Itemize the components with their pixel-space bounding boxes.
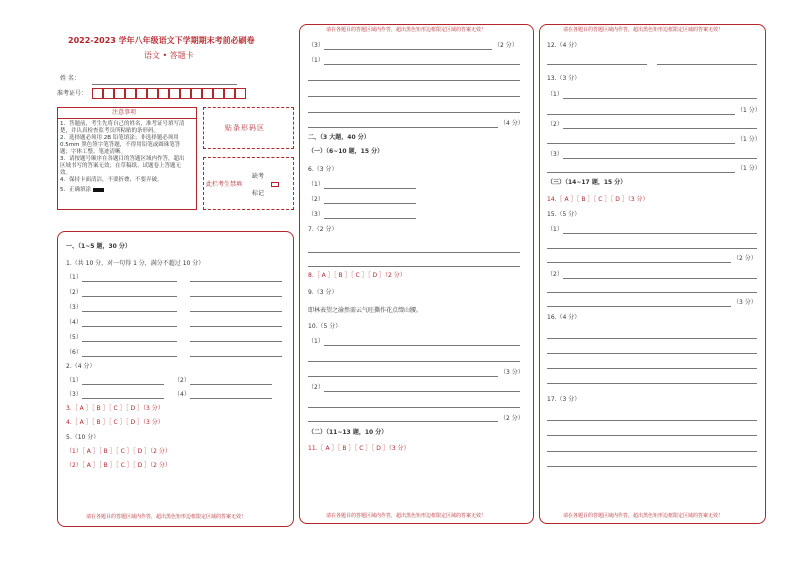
absent-checkbox[interactable] <box>271 182 279 187</box>
q5-1-choices[interactable]: （1）［ A ］［ B ］［ C ］［ D ］（2 分） <box>66 448 171 455</box>
absent-mark-label: 此栏考生禁填 <box>206 181 243 188</box>
q16-heading: 16.（4 分） <box>547 314 581 321</box>
q5-heading: 5.（10 分） <box>66 434 100 441</box>
warning-right-bottom: 请在各题目的答题区域内作答，超出黑色矩形边框限定区域的答案无效！ <box>563 513 724 519</box>
q13-heading: 13.（3 分） <box>547 75 581 82</box>
sub-1-heading: （一）（6~10 题，15 分） <box>308 148 384 155</box>
q7-heading: 7.（2 分） <box>308 226 338 233</box>
warning-left: 请在各题目的答题区域内作答，超出黑色矩形边框限定区域的答案无效！ <box>86 514 247 520</box>
q9-sentence: 即林表望之渝然需云气旺撕作花点缀山腰。 <box>308 307 423 314</box>
q10-heading: 10.（5 分） <box>308 323 342 330</box>
name-field[interactable] <box>92 84 237 85</box>
q5-2-choices[interactable]: （2）［ A ］［ B ］［ C ］［ D ］（2 分） <box>66 462 171 469</box>
q1-heading: 1.（共 10 分，对一句得 1 分，满分不超过 10 分） <box>66 260 205 267</box>
answer-box-right <box>539 24 766 524</box>
q4-choices[interactable]: 4.［ A ］［ B ］［ C ］［ D ］（3 分） <box>66 419 164 426</box>
q2-heading: 2.（4 分） <box>66 363 96 370</box>
q14-choices[interactable]: 14.［ A ］［ B ］［ C ］［ D ］（3 分） <box>547 196 649 203</box>
q9-heading: 9.（3 分） <box>308 289 338 296</box>
q12-heading: 12.（4 分） <box>547 42 581 49</box>
sub-2-heading: （二）（11~13 题，10 分） <box>308 429 388 436</box>
q11-choices[interactable]: 11.［ A ］［ B ］［ C ］［ D ］（3 分） <box>308 445 410 452</box>
sub-3-heading: （三）（14~17 题，15 分） <box>547 179 627 186</box>
name-label: 姓 名： <box>60 75 80 82</box>
absent-text: 缺考 <box>252 173 265 180</box>
page-subtitle: 语文 • 答题卡 <box>144 51 194 60</box>
q17-heading: 17.（3 分） <box>547 396 581 403</box>
warning-middle-top: 请在各题目的答题区域内作答，超出黑色矩形边框限定区域的答案无效！ <box>326 27 487 33</box>
notice-title: 注意事项 <box>112 109 137 116</box>
section-1-heading: 一、（1~5 题，30 分） <box>66 243 131 250</box>
warning-right-top: 请在各题目的答题区域内作答，超出黑色矩形边框限定区域的答案无效！ <box>563 27 724 33</box>
ticket-label: 准考证号： <box>57 90 88 97</box>
barcode-label: 贴条形码区 <box>225 124 265 132</box>
absent-text2: 标记 <box>252 190 265 197</box>
q3-choices[interactable]: 3.［ A ］［ B ］［ C ］［ D ］（3 分） <box>66 405 164 412</box>
warning-middle-bottom: 请在各题目的答题区域内作答，超出黑色矩形边框限定区域的答案无效！ <box>326 513 487 519</box>
notice-lines: 1．答题前，考生先将自己的姓名，准考证号填写清 楚，并认真检查监考员所粘贴的条形码。 2．选择题必须用 2B 铅笔填涂；非选择题必须用 0.5mm 黑色签字笔答题，不得用铅笔或圆珠笔答 题；字体工整、笔迹清晰。 3．请按题号顺序在各题目的答题区域内作答，超出 区域书写的答案无效；在草稿纸、试题卷上答题无 效。 4．保持卡面清洁，不要折叠、不要弄破。 5．正确填涂 <box>60 121 185 193</box>
q6-heading: 6.（3 分） <box>308 166 338 173</box>
fill-sample-icon <box>93 188 104 192</box>
section-2-heading: 二、（3 大题，40 分） <box>308 134 370 141</box>
page-title: 2022-2023 学年八年级语文下学期期末考前必刷卷 <box>68 36 255 45</box>
q15-heading: 15.（5 分） <box>547 211 581 218</box>
q8-choices[interactable]: 8.［ A ］［ B ］［ C ］［ D ］（2 分） <box>308 272 406 279</box>
